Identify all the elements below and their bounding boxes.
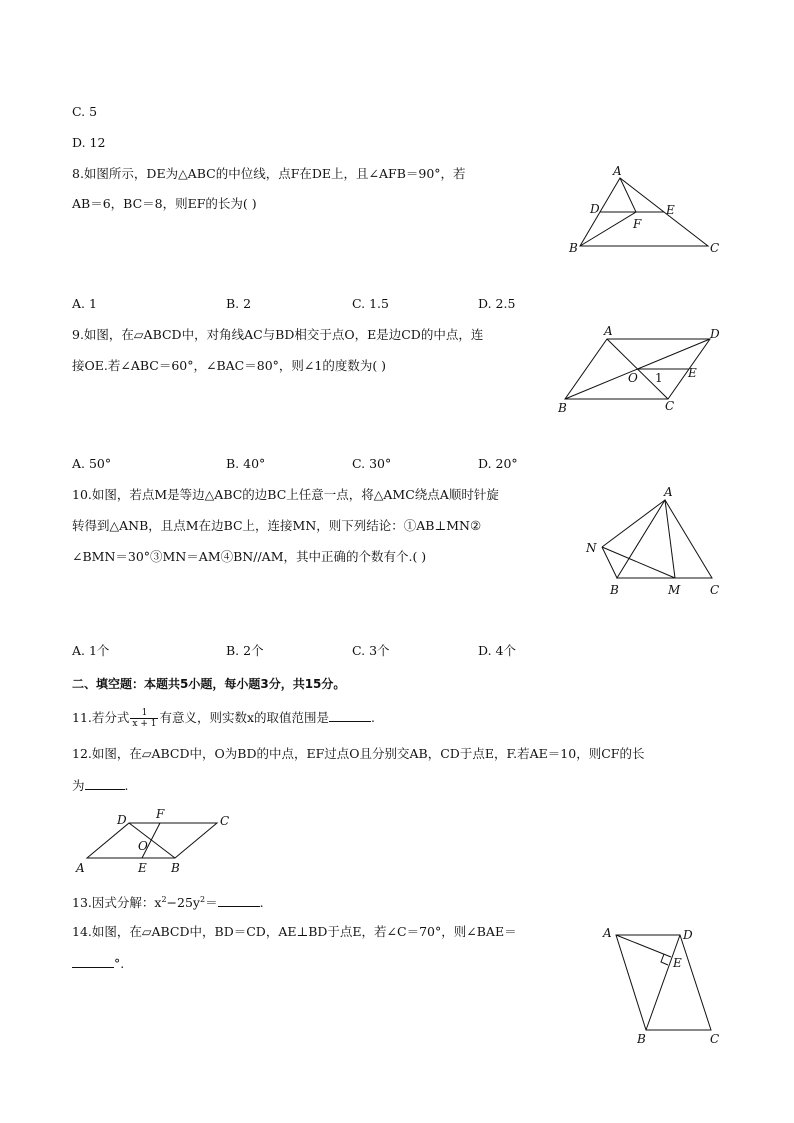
q10-segment-am: [665, 500, 675, 578]
q14-segment-ae: [616, 935, 671, 957]
q9-option-c: C. 30°: [352, 456, 392, 471]
q9-label-a: A: [604, 324, 613, 338]
q12-line2-prefix: 为: [72, 778, 85, 793]
q8-text-line1: 8.如图所示，DE为△ABC的中位线，点F在DE上，且∠AFB＝90°，若: [72, 166, 466, 181]
q11-text: [72, 708, 375, 729]
q14-answer-blank: [72, 955, 114, 968]
q10-text-line2: 转得到△ANB，且点M在边BC上，连接MN，则下列结论：①AB⊥MN②: [72, 518, 482, 533]
q9-option-b: B. 40°: [226, 456, 266, 471]
q11-fraction: [130, 708, 158, 729]
q12-label-b: B: [171, 861, 180, 875]
q11-fraction-numerator: 1: [130, 708, 158, 719]
q12-label-d: D: [117, 813, 127, 827]
q13-text: [72, 892, 264, 911]
q11-answer-blank: [329, 709, 371, 722]
q8-option-a: A. 1: [72, 296, 97, 311]
q9-option-a: A. 50°: [72, 456, 112, 471]
q10-label-a: A: [664, 485, 673, 499]
q8-segment-bf: [580, 212, 636, 246]
q9-text-line1: 9.如图，在▱ABCD中，对角线AC与BD相交于点O，E是边CD的中点，连: [72, 327, 484, 342]
q13-end: .: [259, 895, 264, 911]
q13-equals: ＝: [205, 895, 218, 911]
q10-option-d: D. 4个: [478, 643, 516, 658]
q14-label-a: A: [603, 926, 612, 940]
q13-exponent-2: 2: [199, 895, 206, 904]
q10-label-n: N: [586, 541, 597, 555]
q10-segment-nb: [602, 547, 617, 578]
q12-text-line2: [72, 777, 129, 794]
q9-label-o: O: [628, 371, 638, 385]
q12-label-o: O: [138, 839, 148, 853]
q12-label-f: F: [156, 807, 165, 821]
q11-suffix: 有意义，则实数x的取值范围是: [159, 710, 330, 725]
q12-label-c: C: [220, 814, 230, 828]
q10-option-a: A. 1个: [72, 643, 110, 658]
q10-segment-an: [602, 500, 665, 547]
q11-prefix: 11.若分式: [72, 710, 130, 725]
q9-figure: [555, 325, 735, 417]
q8-option-c: C. 1.5: [352, 296, 389, 311]
q10-label-m: M: [668, 583, 681, 597]
q8-option-b: B. 2: [226, 296, 252, 311]
q8-figure: [560, 164, 730, 260]
q14-label-b: B: [637, 1032, 646, 1046]
q8-label-f: F: [633, 217, 642, 231]
q9-label-d: D: [710, 327, 720, 341]
q10-segment-nm: [602, 547, 675, 578]
q11-fraction-denominator: x + 1: [132, 719, 157, 729]
q9-label-e: E: [688, 366, 697, 380]
q14-label-c: C: [710, 1032, 720, 1046]
q12-diagonal-bd: [129, 823, 175, 858]
q14-text-line1: 14.如图，在▱ABCD中，BD＝CD，AE⊥BD于点E，若∠C＝70°，则∠BAE＝: [72, 924, 517, 939]
q12-figure: [72, 807, 242, 878]
q14-text-line2: [72, 955, 124, 972]
q10-label-b: B: [610, 583, 619, 597]
q13-exponent-1: 2: [161, 895, 167, 904]
q8-label-d: D: [590, 202, 600, 216]
q11-end: .: [371, 710, 376, 725]
q10-option-b: B. 2个: [226, 643, 264, 658]
q10-figure: [580, 480, 730, 600]
q9-option-d: D. 20°: [478, 456, 518, 471]
q14-label-e: E: [673, 956, 682, 970]
q8-text-line2: AB＝6，BC＝8，则EF的长为( ): [72, 196, 257, 211]
q8-label-a: A: [613, 164, 622, 178]
q14-figure: [598, 920, 728, 1050]
q7-option-d: D. 12: [72, 135, 106, 150]
q9-text-line2: 接OE.若∠ABC＝60°，∠BAC＝80°，则∠1的度数为( ): [72, 358, 387, 373]
q12-label-a: A: [76, 861, 85, 875]
q8-label-e: E: [666, 203, 675, 217]
q10-label-c: C: [710, 583, 720, 597]
q8-option-d: D. 2.5: [478, 296, 516, 311]
q12-label-e: E: [138, 861, 147, 875]
q13-prefix: 13.因式分解：x: [72, 895, 162, 911]
q12-end: .: [124, 778, 129, 793]
q10-text-line1: 10.如图，若点M是等边△ABC的边BC上任意一点，将△AMC绕点A顺时针旋: [72, 487, 499, 502]
q13-answer-blank: [218, 894, 260, 907]
q9-label-b: B: [558, 401, 567, 415]
section2-title: 二、填空题：本题共5小题，每小题3分，共15分。: [72, 677, 346, 691]
q12-answer-blank: [85, 777, 125, 790]
q10-option-c: C. 3个: [352, 643, 390, 658]
q8-segment-af: [620, 178, 636, 212]
q14-end: °.: [114, 956, 125, 971]
q8-label-b: B: [569, 241, 578, 255]
q9-label-c: C: [665, 399, 675, 413]
q12-text-line1: 12.如图，在▱ABCD中，O为BD的中点，EF过点O且分别交AB，CD于点E，F.若AE＝10，则CF的长: [72, 746, 645, 761]
q7-option-c: C. 5: [72, 104, 98, 119]
q10-triangle-abc: [617, 500, 712, 578]
q13-middle: −25y: [166, 895, 200, 911]
q9-label-1: 1: [655, 371, 663, 385]
q8-label-c: C: [710, 241, 720, 255]
q14-label-d: D: [683, 928, 693, 942]
q10-text-line3: ∠BMN＝30°③MN＝AM④BN//AM，其中正确的个数有个.( ): [72, 549, 427, 564]
